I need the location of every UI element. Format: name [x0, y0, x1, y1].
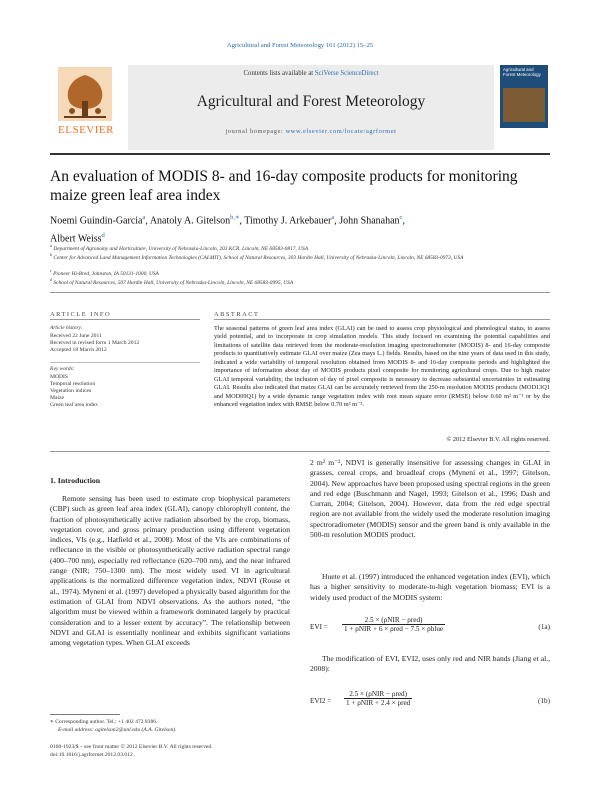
intro-heading: 1. Introduction	[50, 476, 101, 485]
abstract-heading: ABSTRACT	[214, 311, 260, 318]
author-affiliation-mark[interactable]: b,∗	[230, 214, 240, 221]
keyword: Green leaf area index	[50, 402, 98, 408]
email-footnote[interactable]: E-mail address: agitelson2@unl.edu (A.A. Gitelson).	[58, 727, 177, 733]
header-rule	[50, 153, 550, 155]
affiliation-rule	[50, 292, 550, 293]
author-affiliation-mark[interactable]: c	[399, 214, 403, 221]
equation-numerator: 2.5 × (ρNIR − ρred)	[344, 690, 412, 699]
keywords-list	[50, 374, 200, 409]
abstract-text: The seasonal patterns of green leaf area index (GLAI) can be used to assess crop physiological and phenological status, to assess yield potential, and to incorporate in crop simulation models. This study focused on examining the potential capabilities and limitations of satellite data retrieved from the moderate-resolution imaging spectroradiometer (MODIS) 8- and 16-day composite products to quantitatively estimate GLAI over maize (Zea mays L.) fields. Results, based on the nine years of data used in this study, indicated a wide variability of temporal resolution obtained from MODIS 8- and 16-day composite periods and highlighted the importance of information about day of MODIS products pixel composite for monitoring agricultural crops. Due to high maize GLAI temporal variability, the inclusion of day of pixel composite is necessary to decrease substantial uncertainties in estimating GLAI. Results also indicated that maize GLAI can be accurately retrieved from the 250-m resolution MODIS products (MOD13Q1 and MOD09Q1) by a wide dynamic range vegetation index with root mean square error (RMSE) below 0.60 m² m⁻² or by the enhanced vegetation index with RMSE below 0.70 m² m⁻².	[214, 325, 550, 409]
affiliation	[50, 252, 550, 261]
equation-fraction	[342, 616, 445, 633]
doi-link[interactable]: doi:10.1016/j.agrformet.2012.03.012	[50, 752, 133, 758]
author-name[interactable]: Albert Weiss	[50, 233, 102, 245]
keywords-label: Key words:	[50, 366, 75, 372]
equation-fraction	[344, 690, 412, 707]
homepage-prefix: journal homepage:	[225, 128, 286, 135]
history-item: Received 22 June 2011	[50, 333, 102, 339]
contents-line	[128, 70, 494, 77]
affiliation-mark: b	[50, 252, 52, 257]
equation-lhs: EVI =	[310, 623, 328, 631]
equation-lhs: EVI2 =	[310, 697, 332, 705]
abstract-bottom-rule	[50, 451, 550, 452]
equation-denominator: 1 + ρNIR + 2.4 × ρred	[346, 699, 411, 707]
equation-label: (1a)	[538, 623, 550, 631]
author-name[interactable]: John Shanahan	[339, 215, 400, 227]
contents-prefix: Contents lists available at	[243, 70, 315, 77]
equation-denominator: 1 + ρNIR + 6 × ρred − 7.5 × ρblue	[344, 625, 444, 633]
sciverse-link[interactable]: SciVerse ScienceDirect	[314, 70, 379, 77]
affiliation-mark: c	[50, 268, 52, 273]
equation-1b	[310, 690, 550, 712]
intro-right-p1: 2 m² m⁻², NDVI is generally insensitive for assessing changes in GLAI in grasses, cereal crops, and broadleaf crops (Myneni et al., 1997; Gitelson, 2004). New approaches have been proposed using spectral regions in the green and red edge (Buschmann and Nagel, 1993; Gitelson et al., 1996; Dash and Curran, 2004; Gitelson, 2004). However, data from the red edge spectral region are not available from the widely used the moderate resolution imaging spectroradiometer (MODIS) sensor and the green band is only available in the 500-m resolution MODIS product.	[310, 458, 550, 540]
affiliation-mark: a	[50, 243, 52, 248]
affiliation	[50, 243, 550, 252]
history-label: Article history:	[50, 325, 83, 331]
author-name[interactable]: Anatoly A. Gitelson	[149, 215, 231, 227]
cover-title: Agricultural and Forest Meteorology	[503, 67, 541, 77]
keyword: Vegetation indices	[50, 388, 92, 394]
affiliation-text: School of Natural Resources, 507 Hardin Hall, University of Nebraska-Lincoln, Lincoln, NE 68583-0995, USA	[53, 279, 294, 286]
author-affiliation-mark[interactable]: d	[101, 231, 105, 239]
affiliation	[50, 268, 550, 277]
corresponding-author: ∗ Corresponding author. Tel.: +1 402 472 8386.	[50, 719, 158, 725]
abstract-rule	[214, 319, 550, 320]
intro-right-p2: Huete et al. (1997) introduced the enhanced vegetation index (EVI), which has a higher sensitivity to moderate-to-high vegetation biomass; EVI is a widely used product of the MODIS system:	[310, 572, 550, 602]
article-info-heading: ARTICLE INFO	[50, 311, 112, 318]
homepage-link[interactable]: www.elsevier.com/locate/agrformet	[285, 128, 397, 135]
cover-photo	[503, 88, 545, 122]
footnote-rule	[50, 714, 120, 715]
publisher-name: ELSEVIER	[58, 124, 114, 136]
keyword: Temporal resolution	[50, 381, 96, 387]
author-affiliation-mark[interactable]: a	[331, 214, 335, 221]
keyword: Maize	[50, 395, 64, 401]
author-name[interactable]: Noemi Guindin-Garcia	[50, 215, 143, 227]
author-list: Noemi Guindin-Garcia$^a$, Anatoly A. Gitelson$^{b,∗}$, Timothy J. Arkebauer$^a$, John Shanahan$^c$, Albert Weiss$^d$	[50, 214, 405, 245]
history-list	[50, 333, 200, 354]
author-name[interactable]: Timothy J. Arkebauer	[244, 215, 332, 227]
abstract-copyright: © 2012 Elsevier B.V. All rights reserved.	[446, 436, 550, 443]
equation-1a	[310, 616, 550, 638]
equation-label: (1b)	[538, 697, 550, 705]
journal-name: Agricultural and Forest Meteorology	[196, 93, 426, 110]
equation-numerator: 2.5 × (ρNIR − ρred)	[342, 616, 445, 625]
article-title: An evaluation of MODIS 8- and 16-day composite products for monitoring maize green leaf area index	[50, 168, 518, 204]
article-info-rule	[50, 319, 200, 320]
keyword: MODIS	[50, 374, 69, 380]
issn-line: 0168-1923/$ – see front matter © 2012 Elsevier B.V. All rights reserved.	[50, 744, 213, 750]
author-affiliation-mark[interactable]: a	[142, 214, 146, 221]
history-item: Accepted 18 March 2012	[50, 347, 107, 353]
affiliation-text: Center for Advanced Land Management Information Technologies (CALMIT), School of Natural Resources, 303 Hardin Hall, University of Nebraska-Lincoln, Lincoln, NE 68583-0973, USA	[53, 254, 464, 261]
affiliation-mark: d	[50, 277, 52, 282]
running-header[interactable]: Agricultural and Forest Meteorology 161 (2012) 15–25	[226, 42, 374, 49]
history-item: Received in revised form 1 March 2012	[50, 340, 140, 346]
keywords-rule	[50, 362, 200, 363]
intro-right-p3: The modification of EVI, EVI2, uses only red and NIR bands (Jiang et al., 2008):	[310, 654, 550, 674]
journal-homepage	[128, 128, 494, 135]
affiliation	[50, 277, 550, 286]
affiliation-text: Department of Agronomy and Horticulture, University of Nebraska-Lincoln, 203 KCR, Lincoln, NE 68583-0817, USA	[53, 245, 308, 252]
intro-left-text: Remote sensing has been used to estimate crop biophysical parameters (CBP) such as green leaf area index (GLAI), canopy chlorophyll content, the fraction of photosynthetically active radiation absorbed by the crop, biomass, vegetation cover, and gross primary production using different vegetation indices, VIs (e.g., Hatfield et al., 2008). Most of the VIs are combinations of reflectance in the visible or photosynthetically active radiation spectral range (400–700 nm), especially red reflectance (620–700 nm), and the near infrared range (NIR; 750–1300 nm). The most widely used VI in agricultural applications is the normalized difference vegetation index, NDVI (Rouse et al., 1974). Myneni et al. (1997) developed a physically based algorithm for the estimation of GLAI from NDVI observations. As the authors noted, “the algorithm must be viewed within a framework dominated largely by practical consideration and to a lesser extent by accuracy”. The relationship between NDVI and GLAI is essentially nonlinear and exhibits significant variations among vegetation types. When GLAI exceeds	[50, 494, 290, 648]
affiliation-text: Pioneer Hi-Bred, Johnston, IA 50131-1000, USA	[53, 270, 159, 277]
